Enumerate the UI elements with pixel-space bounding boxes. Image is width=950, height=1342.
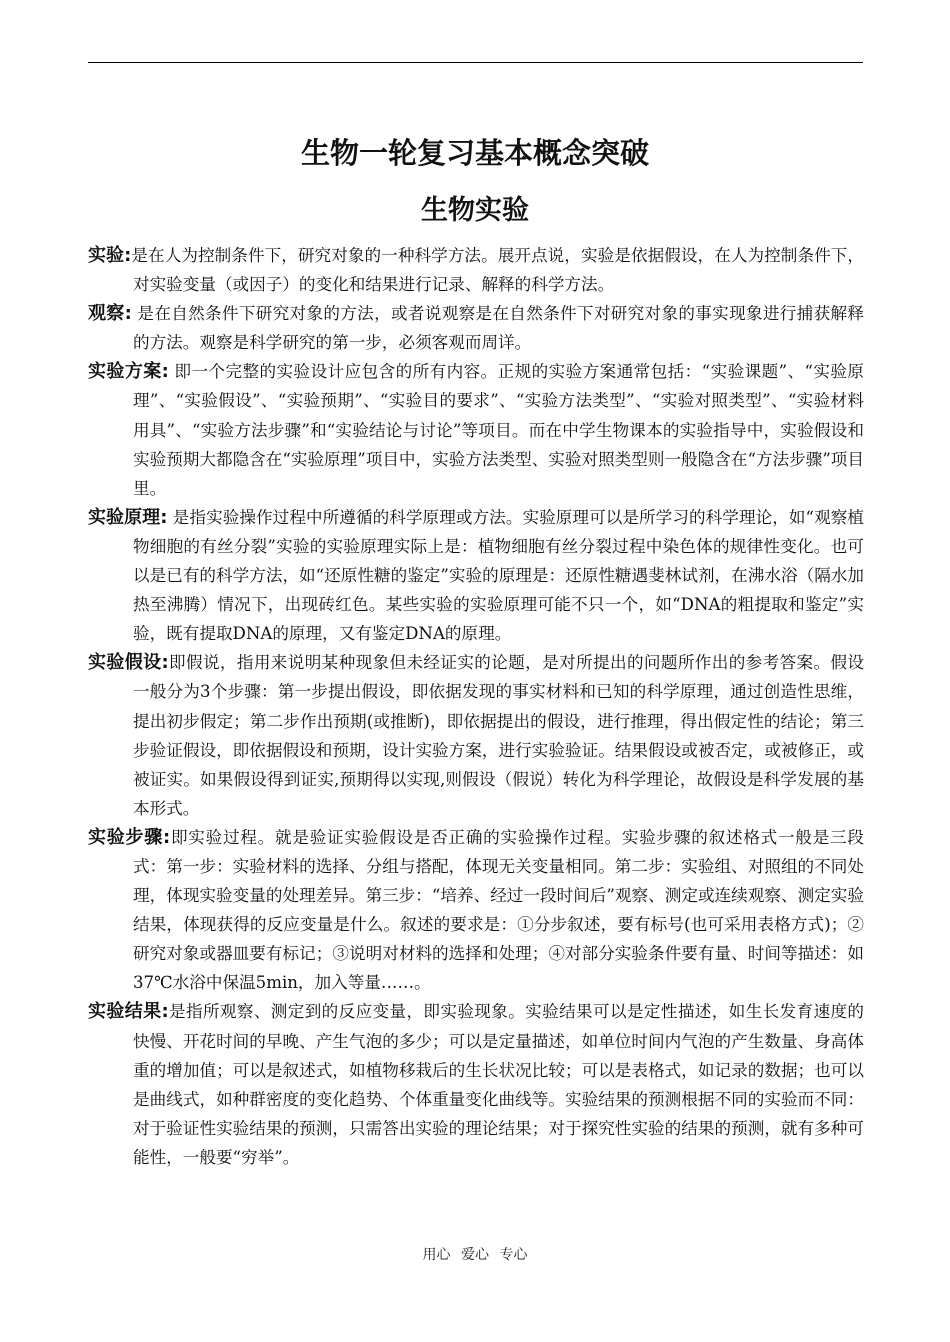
- term-experiment-principle: 实验原理:: [88, 506, 168, 528]
- entry-experiment-plan: [88, 357, 864, 502]
- term-experiment-plan: 实验方案:: [88, 361, 169, 383]
- section-title: 生物实验: [421, 195, 529, 226]
- term-observation: 观察:: [88, 303, 132, 325]
- term-experiment-results: 实验结果:: [88, 1001, 169, 1023]
- definition-observation: 是在自然条件下研究对象的方法，或者说观察是在自然条件下对研究对象的事实现象进行捕获解释的方法。观察是科学研究的第一步，必须客观而周详。: [131, 304, 864, 353]
- definition-experiment-steps: 即实验过程。就是验证实验假设是否正确的实验操作过程。实验步骤的叙述格式一般是三段式：第一步：实验材料的选择、分组与搭配，体现无关变量相同。第二步：实验组、对照组的不同处理，体现实验变量的处理差异。第三步：“培养、经过一段时间后”观察、测定或连续观察、测定实验结果，体现获得的反应变量是什么。叙述的要求是：①分步叙述，要有标号(也可采用表格方式)；②研究对象或器皿要有标记；③说明对材料的选择和处理；④对部分实验条件要有量、时间等描述：如37℃水浴中保温5min，加入等量……。: [133, 827, 864, 993]
- entry-observation: [88, 299, 864, 357]
- definition-experiment: 是在人为控制条件下，研究对象的一种科学方法。展开点说，实验是依据假设，在人为控制条件下，对实验变量（或因子）的变化和结果进行记录、解释的科学方法。: [131, 246, 865, 295]
- entry-experiment-principle: [88, 503, 864, 648]
- entry-experiment-results: [88, 997, 864, 1172]
- definition-list: [88, 241, 864, 1172]
- page-title: 生物一轮复习基本概念突破: [300, 136, 649, 170]
- definition-experiment-results: 是指所观察、测定到的反应变量，即实验现象。实验结果可以是定性描述，如生长发育速度的快慢、开花时间的早晚、产生气泡的多少；可以是定量描述，如单位时间内气泡的产生数量、身高体重的增加值；可以是叙述式，如植物移栽后的生长状况比较；可以是表格式，如记录的数据；也可以是曲线式，如种群密度的变化趋势、个体重量变化曲线等。实验结果的预测根据不同的实验而不同：对于验证性实验结果的预测，只需答出实验的理论结果；对于探究性实验的结果的预测，就有多种可能性，一般要“穷举”。: [133, 1002, 865, 1167]
- entry-experiment-hypothesis: [88, 648, 864, 823]
- term-experiment-steps: 实验步骤:: [88, 826, 171, 848]
- definition-experiment-principle: 是指实验操作过程中所遵循的科学原理或方法。实验原理可以是所学习的科学理论，如“观察植物细胞的有丝分裂”实验的实验原理实际上是：植物细胞有丝分裂过程中染色体的规律性变化。也可以是已有的科学方法，如“还原性糖的鉴定”实验的原理是：还原性糖遇斐林试剂，在沸水浴（隔水加热至沸腾）情况下，出现砖红色。某些实验的实验原理可能不只一个，如“DNA的粗提取和鉴定”实验，既有提取DNA的原理，又有鉴定DNA的原理。: [133, 507, 864, 644]
- entry-experiment-steps: [88, 823, 864, 998]
- entry-experiment: [88, 241, 864, 299]
- page-footer: 用心 爱心 专心: [422, 1247, 528, 1263]
- definition-experiment-hypothesis: 即假说，指用来说明某种现象但未经证实的论题，是对所提出的问题所作出的参考答案。假设一般分为3个步骤：第一步提出假设，即依据发现的事实材料和已知的科学原理，通过创造性思维，提出初步假定；第二步作出预期(或推断)，即依据提出的假设，进行推理，得出假定性的结论；第三步验证假设，即依据假设和预期，设计实验方案，进行实验验证。结果假设或被否定，或被修正，或被证实。如果假设得到证实,预期得以实现,则假设（假说）转化为科学理论，故假设是科学发展的基本形式。: [133, 653, 865, 818]
- header-rule: [88, 62, 863, 63]
- definition-experiment-plan: 即一个完整的实验设计应包含的所有内容。正规的实验方案通常包括：“实验课题”、“实验原理”、“实验假设”、“实验预期”、“实验目的要求”、“实验方法类型”、“实验对照类型”、“实验材料用具”、“实验方法步骤”和“实验结论与讨论”等项目。而在中学生物课本的实验指导中，实验假设和实验预期大都隐含在“实验原理”项目中，实验方法类型、实验对照类型则一般隐含在“方法步骤”项目里。: [133, 362, 864, 498]
- term-experiment-hypothesis: 实验假设:: [88, 652, 169, 674]
- term-experiment: 实验:: [88, 245, 132, 266]
